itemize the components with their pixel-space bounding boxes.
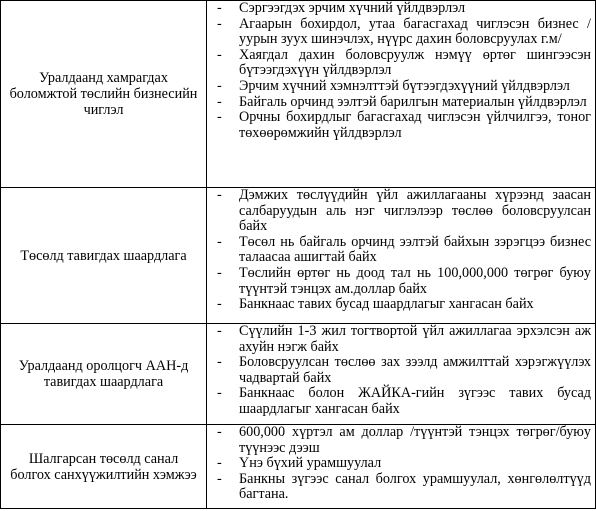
bullet-list — [207, 1, 595, 141]
table-row — [1, 188, 596, 324]
row-label: Уралдаанд хамрагдах боломжтой төслийн бизнесийн чиглэл — [1, 1, 207, 188]
list-item: - Орчны бохирдлыг багасгахад чиглэсэн үйлчилгээ, тоног төхөөрөмжийн үйлдвэрлэл — [207, 110, 595, 141]
row-label: Төсөлд тавигдах шаардлага — [1, 188, 207, 324]
list-item: - Төслийн өртөг нь доод тал нь 100,000,000 төгрөг буюу түүнтэй тэнцэх ам.доллар байх — [207, 266, 595, 297]
list-item: - Сүүлийн 1-3 жил тогтвортой үйл ажиллагаа эрхэлсэн аж ахуйн нэгж байх — [207, 324, 595, 355]
bullet-list — [207, 324, 595, 418]
list-item: - Үнэ бүхий урамшуулал — [207, 456, 595, 472]
row-label: Шалгарсан төсөлд санал болгох санхүүжилтийн хэмжээ — [1, 425, 207, 509]
table-row — [1, 1, 596, 188]
list-item: - Агаарын бохирдол, утаа багасгахад чиглэсэн бизнес /уурын зуух шинэчлэх, нүүрс дахин боловсруулах г.м/ — [207, 17, 595, 48]
list-item: - Боловсруулсан төслөө зах зээлд амжилттай хэрэгжүүлэх чадвартай байх — [207, 355, 595, 386]
bullet-list — [207, 425, 595, 503]
list-item: - Эрчим хүчний хэмнэлттэй бүтээгдэхүүний үйлдвэрлэл — [207, 79, 595, 95]
table-row — [1, 425, 596, 509]
row-content — [207, 324, 596, 425]
list-item: - Сэргээгдэх эрчим хүчний үйлдвэрлэл — [207, 1, 595, 17]
row-label: Уралдаанд оролцогч ААН-д тавигдах шаардлага — [1, 324, 207, 425]
list-item: - Дэмжих төслүүдийн үйл ажиллагааны хүрээнд заасан салбаруудын аль нэг чиглэлээр төслөө боловсруулсан байх — [207, 188, 595, 235]
bullet-list — [207, 188, 595, 313]
list-item: - Байгаль орчинд ээлтэй барилгын материалын үйлдвэрлэл — [207, 95, 595, 111]
table-row — [1, 324, 596, 425]
row-content — [207, 425, 596, 509]
list-item: - Хаягдал дахин боловсруулж нэмүү өртөг шингээсэн бүтээгдэхүүн үйлдвэрлэл — [207, 48, 595, 79]
list-item: - Төсөл нь байгаль орчинд ээлтэй байхын зэрэгцээ бизнес талаасаа ашигтай байх — [207, 235, 595, 266]
list-item: - Банкнаас болон ЖАЙКА-гийн зүгээс тавих бусад шаардлагыг хангасан байх — [207, 386, 595, 417]
list-item: - Банкнаас тавих бусад шаардлагыг хангасан байх — [207, 297, 595, 313]
row-content — [207, 188, 596, 324]
list-item: - 600,000 хүртэл ам доллар /түүнтэй тэнцэх төгрөг/буюу түүнээс дээш — [207, 425, 595, 456]
row-content — [207, 1, 596, 188]
list-item: - Банкны зүгээс санал болгох урамшуулал, хөнгөлөлтүүд багтана. — [207, 472, 595, 503]
